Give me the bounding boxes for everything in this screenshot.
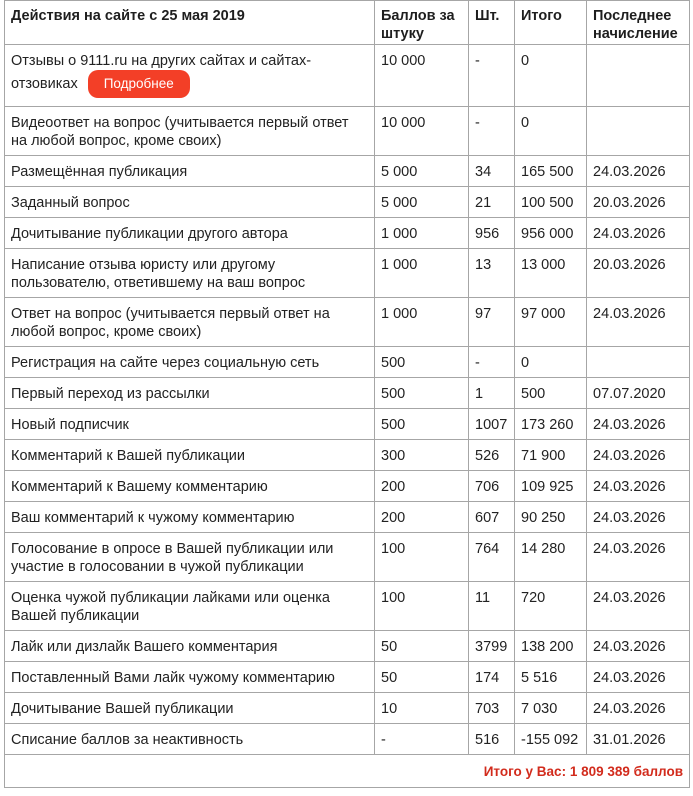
header-total: Итого xyxy=(515,1,587,45)
cell-last: 24.03.2026 xyxy=(587,471,690,502)
cell-last: 31.01.2026 xyxy=(587,724,690,755)
cell-count: 607 xyxy=(469,502,515,533)
cell-points: 1 000 xyxy=(375,249,469,298)
cell-action: Заданный вопрос xyxy=(5,187,375,218)
cell-last: 24.03.2026 xyxy=(587,631,690,662)
cell-last: 20.03.2026 xyxy=(587,187,690,218)
table-row xyxy=(5,347,690,378)
cell-action: Дочитывание Вашей публикации xyxy=(5,693,375,724)
cell-action: Регистрация на сайте через социальную сеть xyxy=(5,347,375,378)
cell-total: 5 516 xyxy=(515,662,587,693)
cell-count: - xyxy=(469,107,515,156)
cell-count: 174 xyxy=(469,662,515,693)
cell-points: 1 000 xyxy=(375,298,469,347)
table-row xyxy=(5,471,690,502)
cell-action: Размещённая публикация xyxy=(5,156,375,187)
table-row xyxy=(5,724,690,755)
cell-action: Видеоответ на вопрос (учитывается первый ответ на любой вопрос, кроме своих) xyxy=(5,107,375,156)
cell-count: 1007 xyxy=(469,409,515,440)
cell-points: 5 000 xyxy=(375,187,469,218)
cell-last: 20.03.2026 xyxy=(587,249,690,298)
cell-last: 24.03.2026 xyxy=(587,662,690,693)
cell-total: 14 280 xyxy=(515,533,587,582)
cell-points: 200 xyxy=(375,502,469,533)
cell-points: 5 000 xyxy=(375,156,469,187)
cell-action: Написание отзыва юристу или другому пользователю, ответившему на ваш вопрос xyxy=(5,249,375,298)
cell-total: 138 200 xyxy=(515,631,587,662)
cell-action: Оценка чужой публикации лайками или оценка Вашей публикации xyxy=(5,582,375,631)
cell-count: 526 xyxy=(469,440,515,471)
header-count: Шт. xyxy=(469,1,515,45)
cell-total: 173 260 xyxy=(515,409,587,440)
cell-count: 97 xyxy=(469,298,515,347)
cell-last: 07.07.2020 xyxy=(587,378,690,409)
cell-action: Комментарий к Вашему комментарию xyxy=(5,471,375,502)
cell-points: 50 xyxy=(375,662,469,693)
cell-points: 500 xyxy=(375,378,469,409)
cell-count: 706 xyxy=(469,471,515,502)
cell-total: 0 xyxy=(515,347,587,378)
cell-action xyxy=(5,45,375,107)
cell-points: 50 xyxy=(375,631,469,662)
cell-total: 7 030 xyxy=(515,693,587,724)
cell-last: 24.03.2026 xyxy=(587,440,690,471)
cell-points: 10 000 xyxy=(375,45,469,107)
table-row xyxy=(5,249,690,298)
table-row xyxy=(5,107,690,156)
cell-action: Поставленный Вами лайк чужому комментарию xyxy=(5,662,375,693)
cell-last xyxy=(587,107,690,156)
cell-total: -155 092 xyxy=(515,724,587,755)
cell-points: 200 xyxy=(375,471,469,502)
cell-action: Новый подписчик xyxy=(5,409,375,440)
cell-count: 1 xyxy=(469,378,515,409)
cell-count: 13 xyxy=(469,249,515,298)
points-table xyxy=(4,0,690,788)
table-row xyxy=(5,378,690,409)
cell-action: Списание баллов за неактивность xyxy=(5,724,375,755)
cell-total: 109 925 xyxy=(515,471,587,502)
summary-total: Итого у Вас: 1 809 389 баллов xyxy=(5,755,690,788)
cell-last xyxy=(587,347,690,378)
cell-count: 3799 xyxy=(469,631,515,662)
cell-last: 24.03.2026 xyxy=(587,693,690,724)
cell-count: 34 xyxy=(469,156,515,187)
cell-action: Ваш комментарий к чужому комментарию xyxy=(5,502,375,533)
cell-total: 720 xyxy=(515,582,587,631)
cell-last xyxy=(587,45,690,107)
header-last: Последнее начисление xyxy=(587,1,690,45)
table-row xyxy=(5,298,690,347)
cell-last: 24.03.2026 xyxy=(587,218,690,249)
cell-count: - xyxy=(469,45,515,107)
cell-points: - xyxy=(375,724,469,755)
cell-total: 165 500 xyxy=(515,156,587,187)
cell-action: Лайк или дизлайк Вашего комментария xyxy=(5,631,375,662)
cell-points: 10 xyxy=(375,693,469,724)
cell-last: 24.03.2026 xyxy=(587,409,690,440)
cell-points: 100 xyxy=(375,533,469,582)
cell-last: 24.03.2026 xyxy=(587,533,690,582)
table-row xyxy=(5,662,690,693)
cell-total: 956 000 xyxy=(515,218,587,249)
cell-points: 500 xyxy=(375,409,469,440)
cell-count: 956 xyxy=(469,218,515,249)
cell-count: 516 xyxy=(469,724,515,755)
table-row xyxy=(5,631,690,662)
table-row xyxy=(5,187,690,218)
cell-total: 500 xyxy=(515,378,587,409)
cell-total: 90 250 xyxy=(515,502,587,533)
cell-action: Первый переход из рассылки xyxy=(5,378,375,409)
table-row xyxy=(5,502,690,533)
table-row xyxy=(5,693,690,724)
cell-count: 21 xyxy=(469,187,515,218)
cell-total: 71 900 xyxy=(515,440,587,471)
points-table-container xyxy=(4,0,689,788)
table-row-reviews xyxy=(5,45,690,107)
cell-points: 10 000 xyxy=(375,107,469,156)
cell-count: 764 xyxy=(469,533,515,582)
cell-count: - xyxy=(469,347,515,378)
table-row xyxy=(5,582,690,631)
table-row xyxy=(5,409,690,440)
cell-total: 0 xyxy=(515,45,587,107)
table-row xyxy=(5,156,690,187)
header-action: Действия на сайте с 25 мая 2019 xyxy=(5,1,375,45)
cell-last: 24.03.2026 xyxy=(587,156,690,187)
cell-total: 97 000 xyxy=(515,298,587,347)
cell-action: Ответ на вопрос (учитывается первый ответ на любой вопрос, кроме своих) xyxy=(5,298,375,347)
cell-total: 13 000 xyxy=(515,249,587,298)
cell-action: Комментарий к Вашей публикации xyxy=(5,440,375,471)
table-row xyxy=(5,533,690,582)
table-row xyxy=(5,440,690,471)
cell-action: Дочитывание публикации другого автора xyxy=(5,218,375,249)
table-header-row xyxy=(5,1,690,45)
cell-points: 100 xyxy=(375,582,469,631)
cell-count: 703 xyxy=(469,693,515,724)
cell-points: 300 xyxy=(375,440,469,471)
cell-action: Голосование в опросе в Вашей публикации или участие в голосовании в чужой публикации xyxy=(5,533,375,582)
cell-action-text: Отзывы о 9111.ru на других сайтах и сайтах-отзовиках xyxy=(11,53,312,92)
cell-total: 0 xyxy=(515,107,587,156)
summary-row xyxy=(5,755,690,788)
details-button[interactable]: Подробнее xyxy=(88,70,190,98)
table-row xyxy=(5,218,690,249)
cell-points: 1 000 xyxy=(375,218,469,249)
cell-last: 24.03.2026 xyxy=(587,502,690,533)
cell-last: 24.03.2026 xyxy=(587,298,690,347)
cell-count: 11 xyxy=(469,582,515,631)
header-points-per: Баллов за штуку xyxy=(375,1,469,45)
cell-total: 100 500 xyxy=(515,187,587,218)
cell-points: 500 xyxy=(375,347,469,378)
cell-last: 24.03.2026 xyxy=(587,582,690,631)
